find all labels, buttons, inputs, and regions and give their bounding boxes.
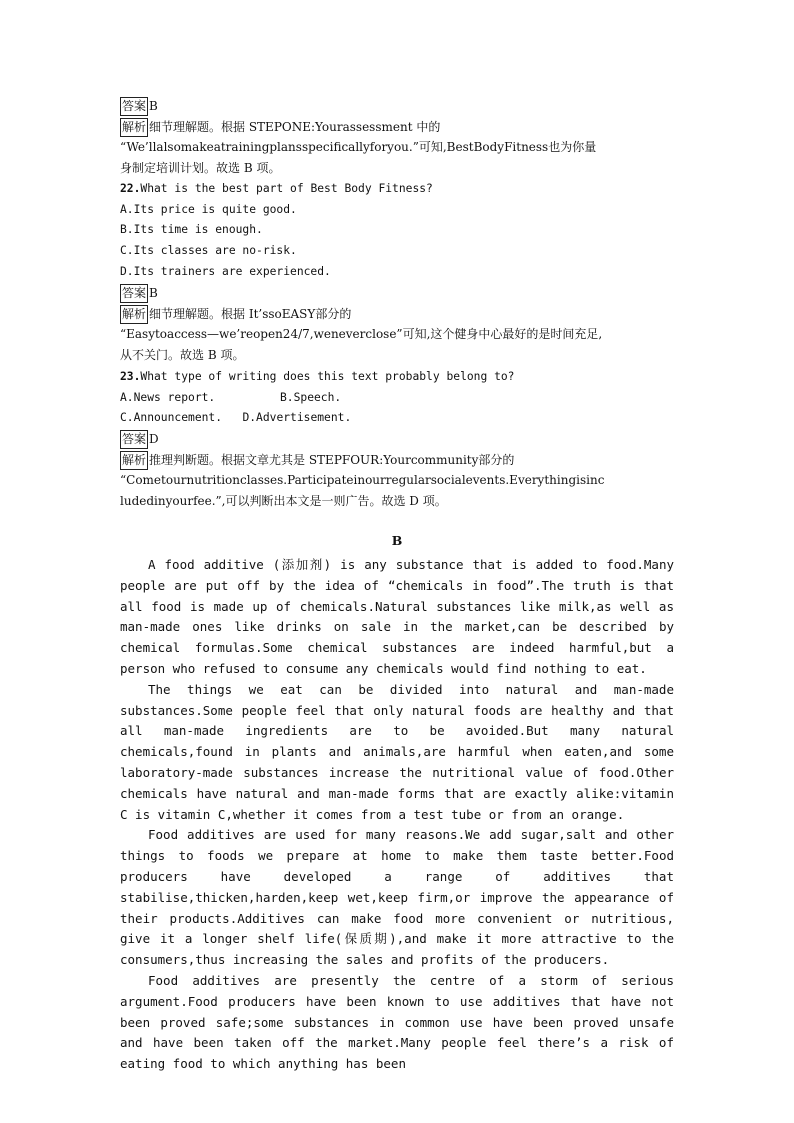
- analysis-tag: 解析: [120, 118, 148, 137]
- q22-option-b: B.Its time is enough.: [120, 223, 263, 237]
- q23-options-row-1: [120, 388, 676, 409]
- q23-answer-block: [120, 429, 676, 512]
- q21-analysis: 细节理解题。根据 STEPONE:Yourassessment 中的: [149, 119, 441, 134]
- q23-stem: What type of writing does this text probably belong to?: [140, 370, 515, 383]
- q22-option-c: C.Its classes are no-risk.: [120, 244, 297, 258]
- q21-conclusion: 身制定培训计划。故选 B 项。: [120, 161, 281, 176]
- q22-answer: B: [149, 286, 158, 301]
- answer-tag: 答案: [120, 97, 148, 116]
- passage-paragraph-4: Food additives are presently the centre of a storm of serious argument.Food producers have been known to use additives that have not been proved safe;some substances in common use have been proved unsafe and have been taken off the market.Many people feel there’s a risk of eating food to which anything has been: [120, 972, 674, 1072]
- q22-quote: “Easytoaccess—we’reopen24/7,weneverclose”可知,这个健身中心最好的是时间充足,: [120, 327, 603, 342]
- q23-options-row-2: [120, 408, 676, 429]
- q23-option-c: C.Announcement.: [120, 411, 223, 425]
- q23-block: [120, 367, 676, 429]
- q23-number: 23.: [120, 370, 141, 383]
- passage-paragraph-1: A food additive (添加剂) is any substance that is added to food.Many people are put off by the idea of “chemicals in food”.The truth is that all food is made up of chemicals.Natural substances like milk,as well as man-made ones like drinks on sale in the market,can be described by chemical formulas.Some chemical substances are indeed harmful,but a person who refused to consume any chemicals would find nothing to eat.: [120, 557, 674, 676]
- analysis-tag: 解析: [120, 451, 148, 470]
- q22-conclusion: 从不关门。故选 B 项。: [120, 348, 245, 363]
- answer-tag: 答案: [120, 430, 148, 449]
- q22-number: 22.: [120, 182, 141, 195]
- q23-answer-line: [120, 429, 676, 450]
- q22-stem-line: [120, 179, 676, 200]
- q23-option-a: A.News report.: [120, 390, 216, 404]
- q22-answer-line: [120, 283, 676, 304]
- passage-title: B: [391, 533, 403, 548]
- q21-analysis-line: [120, 117, 676, 138]
- q23-option-b: B.Speech.: [280, 390, 342, 404]
- q21-answer-block: [120, 96, 676, 179]
- q22-option-d: D.Its trainers are experienced.: [120, 264, 331, 278]
- q23-quote-1: “Cometournutritionclasses.Participateinourregularsocialevents.Everythingisinc: [120, 473, 605, 488]
- q22-answer-block: [120, 283, 676, 366]
- analysis-tag: 解析: [120, 305, 148, 324]
- q23-analysis-line: [120, 450, 676, 471]
- q21-quote: “We’llalsomakeatrainingplansspecificallyforyou.”可知,BestBodyFitness也为你量: [120, 140, 597, 155]
- q23-answer: D: [149, 432, 159, 447]
- q22-block: [120, 179, 676, 282]
- answer-tag: 答案: [120, 284, 148, 303]
- passage-paragraph-2: The things we eat can be divided into natural and man-made substances.Some people feel that only natural foods are healthy and that all man-made ingredients are to be avoided.But many natural chemicals,found in plants and animals,are harmful when eaten,and some laboratory-made substances increase the nutritional value of food.Other chemicals have natural and man-made forms that are exactly alike:vitamin C is vitamin C,whether it comes from a test tube or from an orange.: [120, 681, 674, 822]
- q22-analysis-line: [120, 304, 676, 325]
- q21-answer-line: [120, 96, 676, 117]
- passage-paragraph-3: Food additives are used for many reasons.We add sugar,salt and other things to foods we prepare at home to make them taste better.Food producers have developed a range of additives that stabilise,thicken,harden,keep wet,keep firm,or improve the appearance of their products.Additives can make food more convenient or nutritious, give it a longer shelf life(保质期),and make it more attractive to the consumers,thus increasing the sales and profits of the producers.: [120, 827, 674, 968]
- q22-analysis: 细节理解题。根据 It’ssoEASY部分的: [149, 306, 352, 321]
- q22-option-a: A.Its price is quite good.: [120, 202, 297, 216]
- q23-analysis: 推理判断题。根据文章尤其是 STEPFOUR:Yourcommunity部分的: [149, 452, 515, 467]
- q23-quote-2: ludedinyourfee.”,可以判断出本文是一则广告。故选 D 项。: [120, 494, 447, 509]
- passage-body: [120, 555, 674, 1075]
- q21-answer: B: [149, 99, 158, 114]
- q23-stem-line: [120, 367, 676, 388]
- q22-stem: What is the best part of Best Body Fitness?: [140, 182, 433, 195]
- q23-option-d: D.Advertisement.: [242, 411, 352, 425]
